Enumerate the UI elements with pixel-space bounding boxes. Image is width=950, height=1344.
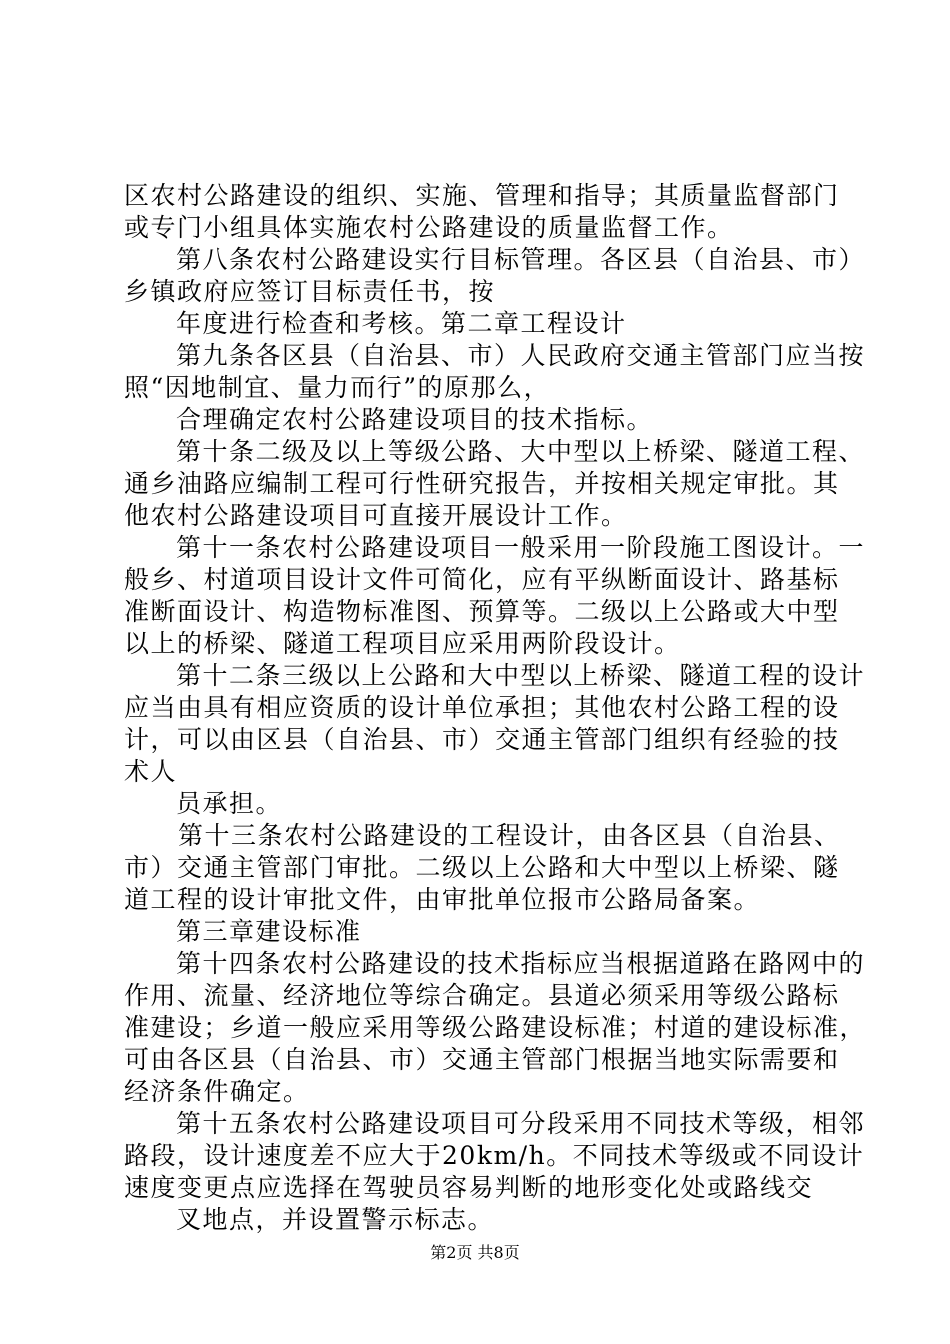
- text-line: 他农村公路建设项目可直接开展设计工作。: [124, 501, 628, 530]
- text-line: 第十四条农村公路建设的技术指标应当根据道路在路网中的: [176, 949, 866, 978]
- text-line: 般乡、村道项目设计文件可简化，应有平纵断面设计、路基标: [124, 565, 840, 594]
- text-line: 应当由具有相应资质的设计单位承担；其他农村公路工程的设: [124, 693, 840, 722]
- text-line: 以上的桥梁、隧道工程项目应采用两阶段设计。: [124, 629, 681, 658]
- text-line: 可由各区县（自治县、市）交通主管部门根据当地实际需要和: [124, 1045, 840, 1074]
- text-line: 区农村公路建设的组织、实施、管理和指导；其质量监督部门: [124, 181, 840, 210]
- text-line: 年度进行检查和考核。第二章工程设计: [176, 309, 627, 338]
- text-line: 通乡油路应编制工程可行性研究报告，并按相关规定审批。其: [124, 469, 840, 498]
- text-line: 准断面设计、构造物标准图、预算等。二级以上公路或大中型: [124, 597, 840, 626]
- text-line: 乡镇政府应签订目标责任书，按: [124, 277, 496, 306]
- text-line: 路段，设计速度差不应大于20km/h。不同技术等级或不同设计: [124, 1141, 865, 1170]
- text-line: 市）交通主管部门审批。二级以上公路和大中型以上桥梁、隧: [124, 853, 840, 882]
- text-line: 照“因地制宜、量力而行”的原那么，: [124, 373, 551, 402]
- text-line: 第十一条农村公路建设项目一般采用一阶段施工图设计。一: [176, 533, 866, 562]
- text-line: 准建设；乡道一般应采用等级公路建设标准；村道的建设标准，: [124, 1013, 867, 1042]
- text-line: 速度变更点应选择在驾驶员容易判断的地形变化处或路线交: [124, 1173, 814, 1202]
- section-heading: 第三章建设标准: [176, 917, 362, 946]
- text-line: 第九条各区县（自治县、市）人民政府交通主管部门应当按: [176, 341, 866, 370]
- text-line: 第十二条三级以上公路和大中型以上桥梁、隧道工程的设计: [176, 661, 866, 690]
- text-line: 作用、流量、经济地位等综合确定。县道必须采用等级公路标: [124, 981, 840, 1010]
- text-line: 第十条二级及以上等级公路、大中型以上桥梁、隧道工程、: [176, 437, 866, 466]
- text-line: 计，可以由区县（自治县、市）交通主管部门组织有经验的技: [124, 725, 840, 754]
- text-line: 第十五条农村公路建设项目可分段采用不同技术等级，相邻: [176, 1109, 866, 1138]
- text-line: 叉地点，并设置警示标志。: [176, 1205, 495, 1234]
- text-line: 第八条农村公路建设实行目标管理。各区县（自治县、市）: [176, 245, 866, 274]
- page-number-footer: 第2页 共8页: [430, 1243, 520, 1262]
- text-line: 经济条件确定。: [124, 1077, 310, 1106]
- text-line: 合理确定农村公路建设项目的技术指标。: [176, 405, 654, 434]
- text-line: 第十三条农村公路建设的工程设计，由各区县（自治县、: [178, 821, 841, 850]
- text-line: 员承担。: [176, 789, 283, 818]
- text-line: 或专门小组具体实施农村公路建设的质量监督工作。: [124, 213, 734, 242]
- text-line: 术人: [124, 757, 178, 786]
- text-line: 道工程的设计审批文件，由审批单位报市公路局备案。: [124, 885, 761, 914]
